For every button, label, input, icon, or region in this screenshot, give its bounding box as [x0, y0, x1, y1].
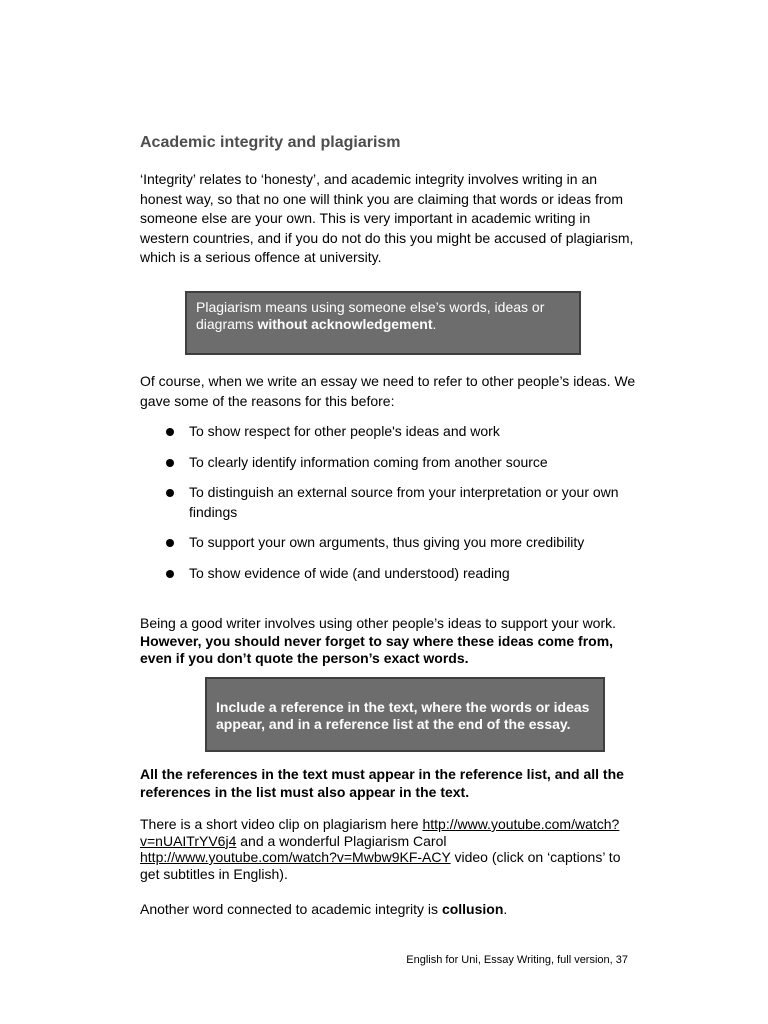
list-item-text: To support your own arguments, thus giving you more credibility [189, 534, 585, 550]
list-item-text: To show respect for other people's ideas and work [189, 423, 500, 439]
definition-box [185, 291, 581, 355]
collusion-bold-text: collusion [441, 901, 504, 917]
collusion-text: Another word connected to academic integrity is [140, 901, 442, 917]
definition-bold-text: without acknowledgement [257, 316, 433, 332]
video-text-3: video (click on ‘captions’ to get subtitles in English). [140, 849, 621, 882]
intro-paragraph: ‘Integrity’ relates to ‘honesty’, and academic integrity involves writing in an honest way, so that no one will think you are claiming that words or ideas from someone else are your own. This is very important in academic writing in western countries, and if you do not do this you might be accused of plagiarism, which is a serious offence at university. [140, 171, 634, 265]
video-text-1: There is a short video clip on plagiarism here [140, 816, 423, 832]
bullet-icon [166, 570, 174, 578]
list-item-text: To clearly identify information coming from another source [189, 453, 548, 470]
reference-box: Include a reference in the text, where the words or ideas appear, and in a reference list at the end of the essay. [205, 677, 605, 752]
bullet-icon [166, 539, 174, 547]
good-writer-text: Being a good writer involves using other people’s ideas to support your work. [140, 615, 617, 631]
bullet-icon [166, 428, 174, 436]
list-item [165, 453, 635, 473]
list-item [165, 483, 635, 522]
good-writer-paragraph [140, 615, 640, 668]
bullet-icon [166, 489, 174, 497]
references-rule-paragraph: All the references in the text must appear in the reference list, and all the references in the list must also appear in the text. [140, 766, 624, 800]
list-item-text: To show evidence of wide (and understood) reading [189, 564, 510, 581]
list-item [165, 422, 635, 442]
video-link-2[interactable]: http://www.youtube.com/watch?v=Mwbw9KF-ACY [140, 849, 451, 865]
video-link-1[interactable]: http://www.youtube.com/watch?v=nUAITrYV6j4 [140, 816, 620, 849]
definition-end: . [432, 316, 437, 332]
list-item-text: To distinguish an external source from your interpretation or your own findings [189, 484, 619, 520]
good-writer-bold-text: However, you should never forget to say where these ideas come from, even if you don’t quote the person’s exact words. [140, 632, 614, 666]
reasons-list [165, 422, 635, 583]
video-paragraph [140, 816, 640, 882]
video-text-2: and a wonderful Plagiarism Carol [236, 832, 447, 849]
list-item [165, 533, 635, 553]
reasons-intro-paragraph: Of course, when we write an essay we need to refer to other people’s ideas. We gave some of the reasons for this before: [140, 373, 636, 409]
collusion-end: . [503, 901, 508, 917]
definition-text: Plagiarism means using someone else’s words, ideas or diagrams [196, 299, 545, 332]
bullet-icon [166, 459, 174, 467]
list-item [165, 564, 635, 584]
page-footer: English for Uni, Essay Writing, full version, 37 [406, 954, 628, 966]
section-heading: Academic integrity and plagiarism [140, 134, 401, 151]
collusion-paragraph [140, 900, 640, 920]
